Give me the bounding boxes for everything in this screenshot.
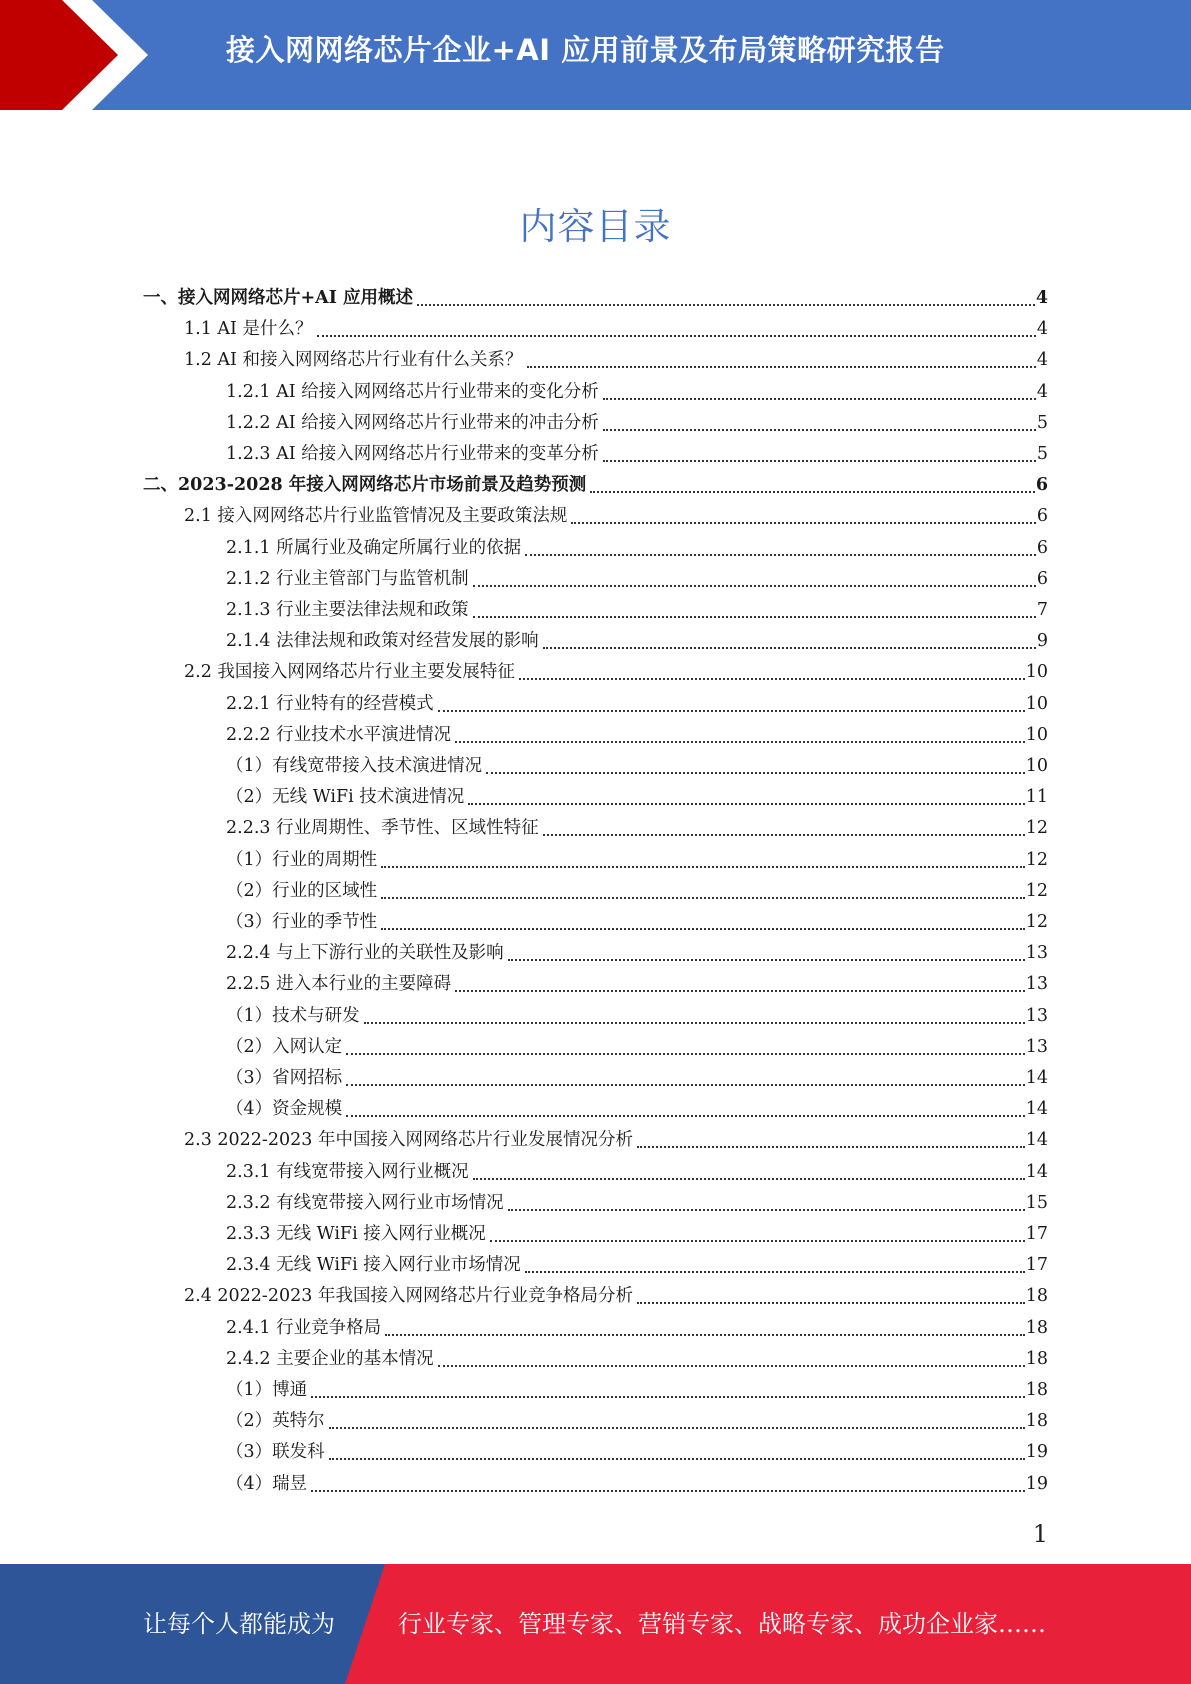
toc-entry[interactable] — [184, 502, 1048, 533]
toc-entry-page: 6 — [1035, 475, 1048, 496]
toc-entry-title: 一、接入网网络芯片+AI 应用概述 — [143, 288, 414, 308]
toc-entry-page: 17 — [1025, 1224, 1048, 1244]
toc-entry-title: 1.2.3 AI 给接入网网络芯片行业带来的变革分析 — [226, 444, 599, 464]
toc-dot-leader — [438, 1364, 1025, 1367]
toc-entry[interactable] — [226, 565, 1048, 596]
toc-entry[interactable] — [226, 1407, 1048, 1438]
toc-dot-leader — [468, 802, 1024, 805]
toc-entry-title: 1.2 AI 和接入网网络芯片行业有什么关系？ — [184, 350, 523, 371]
toc-entry-page: 13 — [1025, 1005, 1048, 1026]
toc-dot-leader — [637, 1301, 1025, 1304]
toc-entry-title: （2）英特尔 — [226, 1411, 325, 1432]
header-banner — [0, 0, 1191, 110]
toc-entry-page: 19 — [1025, 1473, 1048, 1494]
toc-entry[interactable] — [184, 315, 1048, 346]
toc-entry[interactable] — [226, 1345, 1048, 1376]
toc-dot-leader — [311, 1489, 1025, 1492]
toc-entry[interactable] — [226, 877, 1048, 908]
toc-entry[interactable] — [143, 284, 1048, 315]
footer-slogan-right: 行业专家、管理专家、营销专家、战略专家、成功企业家…… — [398, 1610, 1046, 1638]
toc-entry[interactable] — [226, 970, 1048, 1001]
toc-dot-leader — [473, 615, 1036, 618]
toc-entry-page: 18 — [1025, 1380, 1048, 1400]
toc-entry-title: 2.2 我国接入网网络芯片行业主要发展特征 — [184, 662, 515, 683]
toc-entry-title: （2）行业的区域性 — [226, 880, 378, 901]
footer-slogan-left: 让每个人都能成为 — [143, 1610, 335, 1638]
toc-entry-title: 2.2.4 与上下游行业的关联性及影响 — [226, 943, 504, 964]
toc-entry[interactable] — [226, 378, 1048, 409]
toc-entry-title: （3）行业的季节性 — [226, 912, 378, 932]
toc-entry-title: 2.3 2022-2023 年中国接入网网络芯片行业发展情况分析 — [184, 1130, 633, 1151]
toc-entry-page: 6 — [1036, 537, 1048, 558]
toc-heading: 内容目录 — [519, 205, 672, 248]
toc-dot-leader — [637, 1145, 1025, 1148]
toc-entry-page: 17 — [1025, 1255, 1048, 1276]
toc-dot-leader — [346, 1083, 1025, 1086]
report-title: 接入网网络芯片企业+AI 应用前景及布局策略研究报告 — [226, 33, 945, 67]
toc-entry[interactable] — [226, 939, 1048, 970]
toc-entry[interactable] — [143, 471, 1048, 502]
toc-entry-page: 19 — [1025, 1442, 1048, 1463]
toc-entry[interactable] — [226, 721, 1048, 752]
toc-dot-leader — [455, 989, 1025, 992]
toc-entry[interactable] — [226, 440, 1048, 471]
toc-entry-title: （1）有线宽带接入技术演进情况 — [226, 756, 483, 776]
toc-entry[interactable] — [226, 1438, 1048, 1469]
toc-entry[interactable] — [226, 846, 1048, 877]
toc-entry-page: 5 — [1036, 444, 1048, 464]
toc-entry-page: 15 — [1025, 1192, 1048, 1213]
toc-entry[interactable] — [226, 814, 1048, 845]
toc-entry-title: 2.1.1 所属行业及确定所属行业的依据 — [226, 537, 522, 558]
toc-entry[interactable] — [226, 1470, 1048, 1501]
toc-dot-leader — [486, 771, 1025, 774]
toc-entry-page: 6 — [1036, 506, 1048, 527]
toc-entry[interactable] — [226, 690, 1048, 721]
toc-entry-page: 13 — [1025, 943, 1048, 964]
toc-dot-leader — [381, 896, 1025, 899]
toc-dot-leader — [473, 584, 1036, 587]
toc-entry[interactable] — [226, 1251, 1048, 1282]
toc-entry[interactable] — [226, 1033, 1048, 1064]
toc-entry[interactable] — [226, 783, 1048, 814]
toc-entry-page: 7 — [1036, 600, 1048, 620]
toc-entry-title: 2.4.2 主要企业的基本情况 — [226, 1348, 434, 1369]
toc-dot-leader — [603, 397, 1036, 400]
toc-entry[interactable] — [226, 908, 1048, 939]
toc-dot-leader — [346, 1114, 1025, 1117]
toc-entry-page: 12 — [1025, 912, 1048, 932]
toc-entry-page: 12 — [1025, 818, 1048, 839]
toc-dot-leader — [311, 1395, 1025, 1398]
toc-entry-page: 18 — [1025, 1286, 1048, 1307]
toc-dot-leader — [519, 677, 1025, 680]
toc-entry-title: 1.2.2 AI 给接入网网络芯片行业带来的冲击分析 — [226, 412, 599, 433]
toc-dot-leader — [525, 553, 1036, 556]
toc-entry[interactable] — [226, 1376, 1048, 1407]
toc-entry-page: 14 — [1025, 1099, 1048, 1120]
toc-entry-page: 6 — [1036, 568, 1048, 589]
toc-entry-page: 4 — [1035, 288, 1048, 308]
toc-dot-leader — [571, 521, 1035, 524]
toc-dot-leader — [381, 927, 1025, 930]
toc-entry-title: 2.4 2022-2023 年我国接入网网络芯片行业竞争格局分析 — [184, 1286, 633, 1307]
page-number: 1 — [1032, 1520, 1048, 1548]
toc-dot-leader — [543, 833, 1025, 836]
toc-entry-page: 14 — [1025, 1068, 1048, 1088]
toc-entry-page: 14 — [1025, 1130, 1048, 1151]
toc-dot-leader — [590, 490, 1035, 493]
toc-entry-title: （3）省网招标 — [226, 1068, 343, 1088]
toc-dot-leader — [603, 428, 1036, 431]
toc-entry-title: 2.3.3 无线 WiFi 接入网行业概况 — [226, 1224, 486, 1244]
toc-entry-title: 2.1.2 行业主管部门与监管机制 — [226, 568, 469, 589]
toc-dot-leader — [508, 958, 1025, 961]
toc-entry-title: （3）联发科 — [226, 1442, 325, 1463]
toc-entry[interactable] — [226, 752, 1048, 783]
toc-entry-page: 18 — [1025, 1348, 1048, 1369]
toc-entry[interactable] — [226, 1002, 1048, 1033]
toc-entry-title: （1）行业的周期性 — [226, 849, 378, 870]
toc-dot-leader — [525, 1270, 1025, 1273]
toc-entry-title: （2）入网认定 — [226, 1036, 343, 1057]
header-chevron-graphic — [0, 0, 160, 110]
toc-entry-page: 9 — [1036, 631, 1048, 652]
toc-entry-page: 4 — [1036, 350, 1048, 371]
toc-entry-page: 10 — [1025, 756, 1048, 776]
toc-dot-leader — [438, 709, 1025, 712]
toc-dot-leader — [527, 365, 1036, 368]
toc-entry-title: 2.1 接入网网络芯片行业监管情况及主要政策法规 — [184, 506, 568, 527]
toc-entry[interactable] — [226, 409, 1048, 440]
toc-entry-page: 18 — [1025, 1411, 1048, 1432]
toc-dot-leader — [385, 1333, 1025, 1336]
toc-entry-page: 13 — [1025, 974, 1048, 995]
toc-dot-leader — [329, 1457, 1025, 1460]
toc-dot-leader — [603, 459, 1036, 462]
toc-entry-page: 13 — [1025, 1036, 1048, 1057]
toc-entry-title: （1）技术与研发 — [226, 1005, 360, 1026]
toc-dot-leader — [508, 1208, 1025, 1211]
toc-entry-title: 2.2.5 进入本行业的主要障碍 — [226, 974, 452, 995]
toc-entry-page: 12 — [1025, 880, 1048, 901]
toc-entry-title: 2.3.1 有线宽带接入网行业概况 — [226, 1161, 469, 1182]
toc-entry[interactable] — [226, 596, 1048, 627]
toc-entry-page: 14 — [1025, 1161, 1048, 1182]
toc-dot-leader — [364, 1021, 1025, 1024]
toc-entry[interactable] — [226, 1095, 1048, 1126]
toc-dot-leader — [329, 1426, 1025, 1429]
toc-entry[interactable] — [226, 1314, 1048, 1345]
toc-entry-title: 2.2.2 行业技术水平演进情况 — [226, 724, 452, 745]
toc-dot-leader — [543, 646, 1036, 649]
toc-entry-title: 二、2023-2028 年接入网网络芯片市场前景及趋势预测 — [143, 475, 587, 496]
toc-entry-page: 10 — [1025, 724, 1048, 745]
toc-entry-title: （4）瑞昱 — [226, 1473, 308, 1494]
toc-entry-title: 2.2.1 行业特有的经营模式 — [226, 693, 434, 714]
toc-entry-page: 10 — [1025, 662, 1048, 683]
toc-entry-title: 2.4.1 行业竞争格局 — [226, 1317, 382, 1338]
toc-entry[interactable] — [226, 1220, 1048, 1251]
toc-entry-page: 4 — [1036, 319, 1048, 340]
toc-dot-leader — [317, 334, 1036, 337]
toc-dot-leader — [346, 1052, 1025, 1055]
toc-entry[interactable] — [226, 627, 1048, 658]
toc-entry-page: 5 — [1036, 412, 1048, 433]
toc-entry-title: （2）无线 WiFi 技术演进情况 — [226, 787, 465, 808]
toc-dot-leader — [455, 740, 1025, 743]
toc-entry[interactable] — [226, 1064, 1048, 1095]
toc-entry-title: 2.3.4 无线 WiFi 接入网行业市场情况 — [226, 1255, 521, 1276]
toc-dot-leader — [417, 303, 1035, 306]
toc-entry-page: 10 — [1025, 693, 1048, 714]
toc-entry[interactable] — [184, 346, 1048, 377]
toc-dot-leader — [490, 1239, 1025, 1242]
toc-entry[interactable] — [226, 1158, 1048, 1189]
toc-entry-page: 12 — [1025, 849, 1048, 870]
toc-entry[interactable] — [226, 534, 1048, 565]
toc-entry-title: 2.1.3 行业主要法律法规和政策 — [226, 600, 469, 620]
toc-entry-title: （4）资金规模 — [226, 1099, 343, 1120]
toc-entry-title: （1）博通 — [226, 1380, 308, 1400]
toc-entry-title: 1.2.1 AI 给接入网网络芯片行业带来的变化分析 — [226, 381, 599, 402]
toc-entry[interactable] — [184, 658, 1048, 689]
footer-banner — [0, 1564, 1191, 1684]
toc-entry[interactable] — [184, 1282, 1048, 1313]
toc-entry-page: 4 — [1036, 381, 1048, 402]
toc-entry-title: 1.1 AI 是什么？ — [184, 319, 313, 340]
toc-entry-title: 2.1.4 法律法规和政策对经营发展的影响 — [226, 631, 539, 652]
toc-entry-page: 11 — [1025, 787, 1048, 808]
toc-dot-leader — [381, 865, 1025, 868]
toc-entry-title: 2.2.3 行业周期性、季节性、区域性特征 — [226, 818, 539, 839]
toc-entry[interactable] — [226, 1189, 1048, 1220]
toc-dot-leader — [473, 1177, 1025, 1180]
toc-entry-page: 18 — [1025, 1317, 1048, 1338]
toc-entry-title: 2.3.2 有线宽带接入网行业市场情况 — [226, 1192, 504, 1213]
toc-entry[interactable] — [184, 1126, 1048, 1157]
